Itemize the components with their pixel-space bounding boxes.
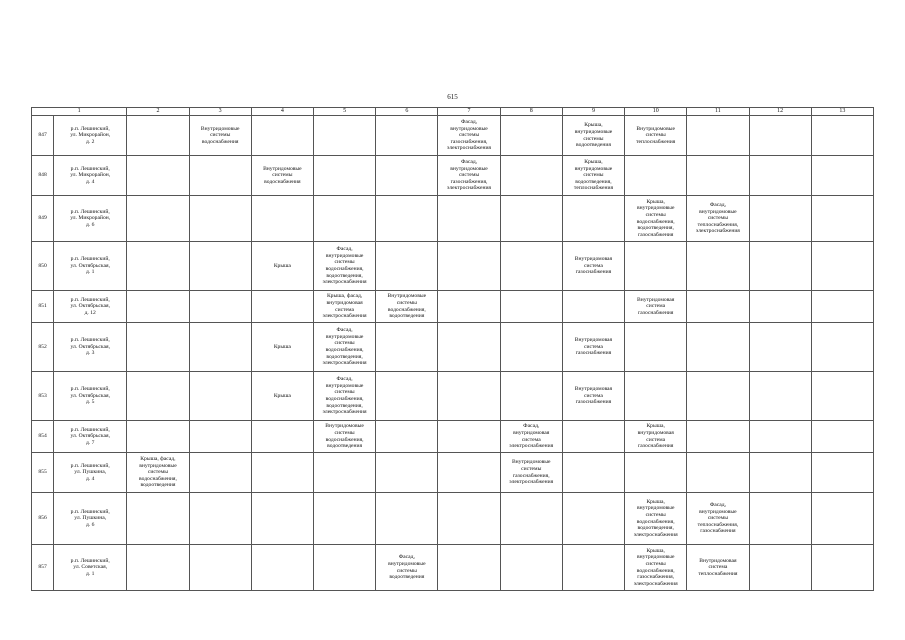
row-number-cell [32, 545, 54, 591]
work-cell [376, 372, 438, 421]
work-cell [313, 453, 375, 493]
cell-text: Фасад, внутридомовые системы газоснабжения, электроснабжения [447, 119, 492, 152]
row-number-cell [32, 242, 54, 291]
work-cell [313, 291, 375, 323]
work-cell [625, 156, 687, 196]
work-cell [625, 242, 687, 291]
work-cell [749, 453, 811, 493]
work-cell [625, 372, 687, 421]
work-cell [127, 196, 189, 242]
table-row [32, 156, 874, 196]
work-cell [687, 242, 749, 291]
work-cell [562, 323, 624, 372]
cell-text: Внутридомовая система теплоснабжения [698, 557, 738, 577]
work-cell [811, 372, 873, 421]
cell-text: р.п. Лешинский, ул. Октябрьская, д. 5 [70, 386, 110, 406]
work-cell [438, 453, 500, 493]
work-cell [749, 323, 811, 372]
table-row [32, 323, 874, 372]
header-cell-8: 8 [500, 108, 562, 116]
work-cell [625, 493, 687, 545]
work-cell [687, 545, 749, 591]
table-row [32, 372, 874, 421]
row-number-cell [32, 323, 54, 372]
work-cell [625, 291, 687, 323]
cell-text: Крыша, внутридомовые системы водоснабжения, водоотведения, электроснабжения [633, 498, 678, 538]
work-cell [625, 453, 687, 493]
cell-text: р.п. Лешинский, ул. Октябрьская, д. 3 [70, 337, 110, 357]
work-cell [562, 196, 624, 242]
work-cell [811, 291, 873, 323]
work-cell [438, 116, 500, 156]
work-cell [189, 323, 251, 372]
cell-text: Внутридомовые системы водоснабжения [200, 125, 240, 145]
address-cell [54, 291, 127, 323]
work-cell [438, 545, 500, 591]
work-cell [687, 156, 749, 196]
work-cell [500, 323, 562, 372]
work-cell [251, 291, 313, 323]
work-cell [189, 545, 251, 591]
work-cell [251, 323, 313, 372]
row-number-cell [32, 196, 54, 242]
table-row [32, 242, 874, 291]
work-cell [687, 291, 749, 323]
work-cell [811, 242, 873, 291]
cell-text: Фасад, внутридомовые системы газоснабжения, электроснабжения [447, 159, 492, 192]
header-cell-11: 11 [687, 108, 749, 116]
work-cell [251, 545, 313, 591]
work-cell [438, 372, 500, 421]
work-cell [562, 242, 624, 291]
work-cell [500, 196, 562, 242]
work-cell [189, 196, 251, 242]
table-row [32, 421, 874, 453]
work-cell [749, 156, 811, 196]
cell-text: Внутридомовые системы теплоснабжения [636, 125, 676, 145]
table-row [32, 453, 874, 493]
cell-text: р.п. Лешинский, ул. Микрорайон, д. 6 [70, 208, 111, 228]
work-cell [625, 421, 687, 453]
work-cell [313, 372, 375, 421]
work-cell [562, 372, 624, 421]
work-cell [189, 453, 251, 493]
work-cell [500, 545, 562, 591]
header-cell-3: 3 [189, 108, 251, 116]
work-cell [811, 453, 873, 493]
cell-text: Фасад, внутридомовые системы водоснабжения, водоотведения, электроснабжения [322, 376, 367, 416]
work-cell [625, 323, 687, 372]
table-row [32, 291, 874, 323]
work-cell [189, 156, 251, 196]
work-cell [749, 372, 811, 421]
work-cell [811, 545, 873, 591]
work-cell [562, 453, 624, 493]
work-cell [438, 156, 500, 196]
work-cell [127, 156, 189, 196]
work-cell [376, 291, 438, 323]
work-cell [313, 323, 375, 372]
cell-text: Внутридомовые системы водоснабжения, водоотведения [325, 423, 364, 450]
work-cell [376, 453, 438, 493]
work-cell [189, 372, 251, 421]
cell-text: р.п. Лешинский, ул. Советская, д. 1 [70, 557, 110, 577]
work-cell [811, 116, 873, 156]
row-number-cell [32, 372, 54, 421]
row-number-cell [32, 493, 54, 545]
cell-text: Внутридомовые системы водоснабжения [263, 165, 302, 185]
work-cell [313, 493, 375, 545]
work-cell [811, 156, 873, 196]
work-cell [562, 493, 624, 545]
cell-text: Внутридомовая система газоснабжения [574, 337, 613, 357]
cell-text: 856 [38, 515, 47, 522]
work-cell [811, 493, 873, 545]
cell-text: 851 [38, 303, 47, 310]
work-cell [749, 242, 811, 291]
address-cell [54, 242, 127, 291]
repair-schedule-table [31, 107, 874, 591]
cell-text: 848 [38, 172, 47, 179]
header-cell-5: 5 [313, 108, 375, 116]
cell-text: р.п. Лешинский, ул. Пушкина, д. 4 [70, 462, 110, 482]
work-cell [438, 242, 500, 291]
page-number: 615 [447, 93, 458, 101]
work-cell [376, 242, 438, 291]
cell-text: Фасад, внутридомовая система электроснабжения [509, 423, 554, 450]
work-cell [313, 196, 375, 242]
work-cell [749, 291, 811, 323]
work-cell [687, 453, 749, 493]
work-cell [500, 372, 562, 421]
work-cell [749, 116, 811, 156]
table-row [32, 545, 874, 591]
work-cell [251, 116, 313, 156]
work-cell [127, 323, 189, 372]
work-cell [562, 116, 624, 156]
work-cell [251, 493, 313, 545]
work-cell [251, 372, 313, 421]
header-row [32, 108, 874, 116]
cell-text: Внутридомовая система газоснабжения [637, 296, 675, 316]
work-cell [500, 291, 562, 323]
work-cell [251, 156, 313, 196]
cell-text: 852 [38, 343, 47, 350]
work-cell [127, 545, 189, 591]
work-cell [189, 291, 251, 323]
header-cell-6: 6 [376, 108, 438, 116]
work-cell [251, 453, 313, 493]
header-cell-13: 13 [811, 108, 873, 116]
cell-text: 853 [38, 392, 47, 399]
work-cell [687, 372, 749, 421]
work-cell [313, 421, 375, 453]
work-cell [251, 242, 313, 291]
header-cell-2: 2 [127, 108, 189, 116]
table-row [32, 196, 874, 242]
cell-text: Фасад, внутридомовые системы теплоснабжения, электроснабжения [695, 202, 740, 235]
header-cell-9: 9 [562, 108, 624, 116]
table-row [32, 493, 874, 545]
cell-text: 854 [38, 433, 47, 440]
cell-text: Внутридомовые системы водоснабжения, водоотведения [387, 293, 427, 320]
cell-text: Крыша, внутридомовая система газоснабжения [637, 423, 674, 450]
cell-text: Крыша [273, 392, 291, 399]
cell-text: Фасад, внутридомовые системы теплоснабжения, газоснабжения [697, 502, 739, 535]
cell-text: р.п. Лешинский, ул. Микрорайон, д. 2 [70, 125, 111, 145]
work-cell [376, 421, 438, 453]
work-cell [500, 116, 562, 156]
work-cell [811, 421, 873, 453]
work-cell [127, 372, 189, 421]
work-cell [749, 493, 811, 545]
work-cell [749, 196, 811, 242]
address-cell [54, 545, 127, 591]
row-number-cell [32, 116, 54, 156]
work-cell [189, 493, 251, 545]
cell-text: Фасад, внутридомовые системы водоотведения [388, 554, 426, 581]
work-cell [127, 242, 189, 291]
work-cell [438, 493, 500, 545]
work-cell [376, 196, 438, 242]
cell-text: р.п. Лешинский, ул. Микрорайон, д. 4 [70, 165, 111, 185]
header-cell-12: 12 [749, 108, 811, 116]
work-cell [376, 545, 438, 591]
work-cell [313, 116, 375, 156]
work-cell [687, 493, 749, 545]
row-number-cell [32, 421, 54, 453]
work-cell [500, 156, 562, 196]
cell-text: р.п. Лешинский, ул. Пушкина, д. 6 [70, 508, 110, 528]
cell-text: 847 [38, 132, 47, 139]
row-number-cell [32, 156, 54, 196]
cell-text: Внутридомовые системы газоснабжения, электроснабжения [509, 459, 554, 486]
cell-text: р.п. Лешинский, ул. Октябрьская, д. 1 [70, 256, 110, 276]
work-cell [438, 291, 500, 323]
work-cell [438, 196, 500, 242]
header-cell-7: 7 [438, 108, 500, 116]
cell-text: Внутридомовая система газоснабжения [574, 386, 613, 406]
work-cell [438, 323, 500, 372]
work-cell [313, 545, 375, 591]
cell-text: Крыша, внутридомовые системы водоотведения, теплоснабжения [573, 159, 614, 192]
address-cell [54, 421, 127, 453]
address-cell [54, 323, 127, 372]
work-cell [811, 196, 873, 242]
cell-text: Крыша, внутридомовые системы водоотведения [574, 122, 613, 149]
table-row [32, 116, 874, 156]
work-cell [500, 242, 562, 291]
address-cell [54, 372, 127, 421]
work-cell [562, 156, 624, 196]
work-cell [687, 116, 749, 156]
cell-text: Крыша, фасад, внутридомовые системы водоснабжения, водоотведения [138, 456, 177, 489]
work-cell [687, 421, 749, 453]
work-cell [811, 323, 873, 372]
work-cell [749, 545, 811, 591]
work-cell [376, 116, 438, 156]
cell-text: Внутридомовая система газоснабжения [574, 256, 613, 276]
cell-text: р.п. Лешинский, ул. Октябрьская, д. 12 [70, 296, 110, 316]
work-cell [625, 545, 687, 591]
row-number-cell [32, 453, 54, 493]
cell-text: 857 [38, 564, 47, 571]
header-cell-4: 4 [251, 108, 313, 116]
work-cell [625, 116, 687, 156]
cell-text: Фасад, внутридомовые системы водоснабжения, водоотведения, электроснабжения [322, 327, 367, 367]
work-cell [127, 116, 189, 156]
row-number-cell [32, 291, 54, 323]
cell-text: 849 [38, 215, 47, 222]
cell-text: 850 [38, 262, 47, 269]
work-cell [251, 196, 313, 242]
work-cell [438, 421, 500, 453]
work-cell [562, 291, 624, 323]
work-cell [562, 421, 624, 453]
address-cell [54, 196, 127, 242]
cell-text: Крыша [273, 262, 291, 269]
work-cell [376, 493, 438, 545]
work-cell [500, 453, 562, 493]
work-cell [127, 453, 189, 493]
cell-text: р.п. Лешинский, ул. Октябрьская, д. 7 [70, 426, 110, 446]
address-cell [54, 116, 127, 156]
work-cell [313, 156, 375, 196]
work-cell [127, 421, 189, 453]
work-cell [687, 196, 749, 242]
address-cell [54, 453, 127, 493]
header-cell-10: 10 [625, 108, 687, 116]
work-cell [189, 421, 251, 453]
cell-text: Крыша, фасад, внутридомовая система электроснабжения [322, 293, 367, 320]
cell-text: Крыша, внутридомовые системы водоснабжения, газоснабжения, электроснабжения [633, 547, 678, 587]
cell-text: 855 [38, 469, 47, 476]
cell-text: Крыша [273, 343, 291, 350]
header-cell-1: 1 [32, 108, 127, 116]
work-cell [749, 421, 811, 453]
work-cell [500, 493, 562, 545]
cell-text: Крыша, внутридомовые системы водоснабжения, водоотведения, газоснабжения [636, 198, 675, 238]
cell-text: Фасад, внутридомовые системы водоснабжения, водоотведения, электроснабжения [322, 246, 367, 286]
work-cell [251, 421, 313, 453]
address-cell [54, 493, 127, 545]
work-cell [376, 156, 438, 196]
address-cell [54, 156, 127, 196]
work-cell [127, 291, 189, 323]
work-cell [189, 116, 251, 156]
work-cell [562, 545, 624, 591]
work-cell [625, 196, 687, 242]
work-cell [189, 242, 251, 291]
work-cell [500, 421, 562, 453]
work-cell [313, 242, 375, 291]
work-cell [687, 323, 749, 372]
work-cell [127, 493, 189, 545]
work-cell [376, 323, 438, 372]
